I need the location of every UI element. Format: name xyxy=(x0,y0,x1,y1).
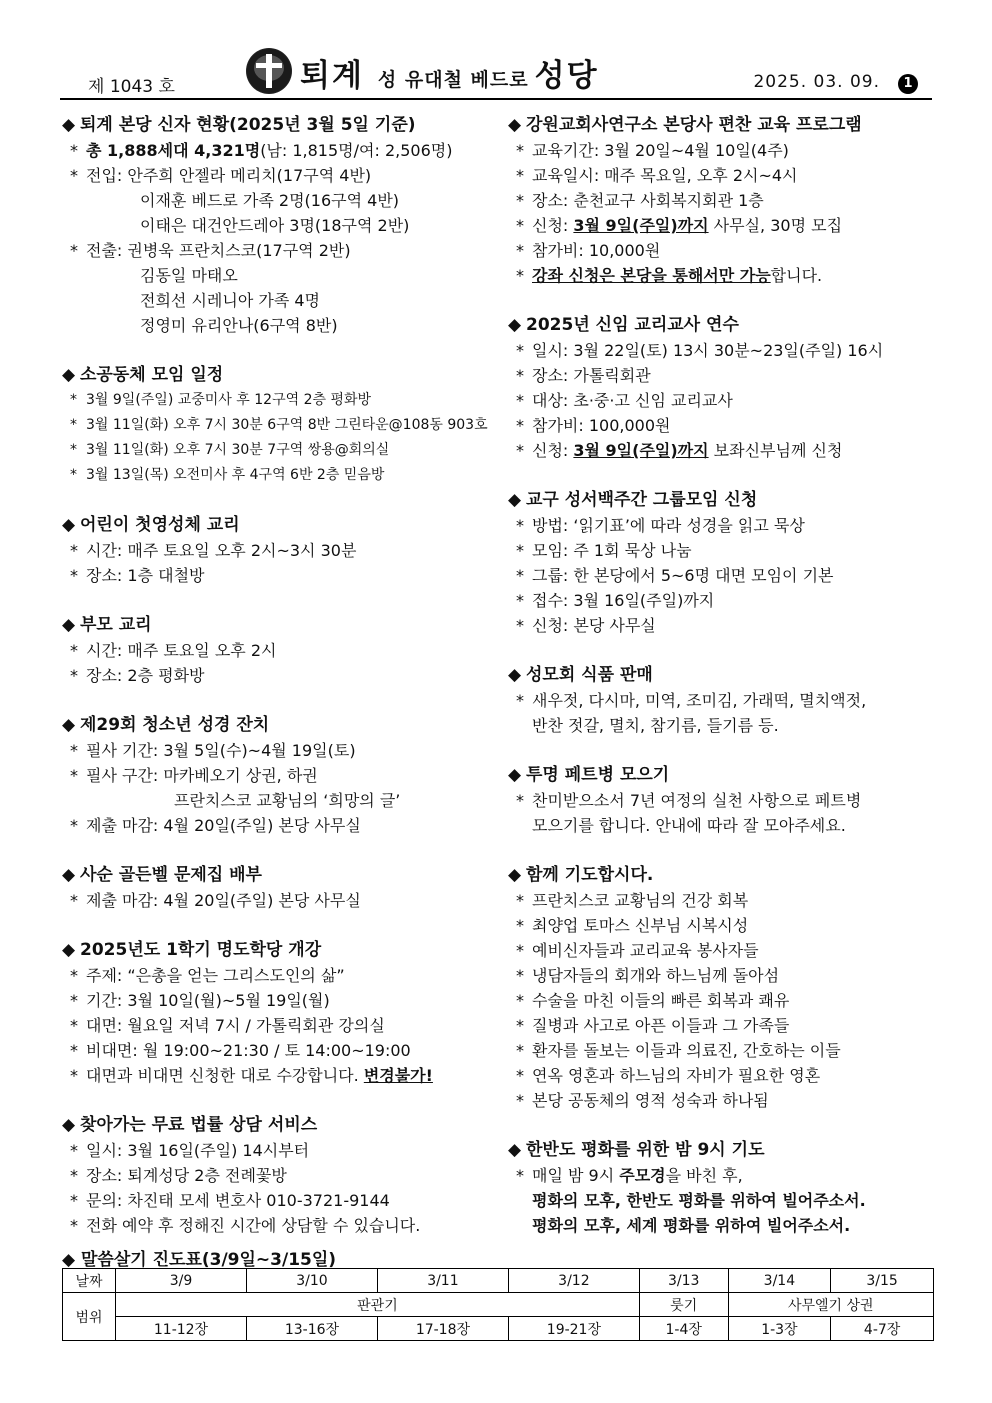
list-item: * 최양업 토마스 신부님 시복시성 xyxy=(508,913,948,938)
list-item: * 신청: 본당 사무실 xyxy=(508,613,948,638)
list-continuation: 김동일 마태오 xyxy=(140,266,238,285)
list-item: * 교육일시: 매주 목요일, 오후 2시~4시 xyxy=(508,163,948,188)
asterisk-icon: * xyxy=(70,1141,78,1160)
diamond-icon: ◆ xyxy=(62,715,76,735)
issue-number: 제 1043 호 xyxy=(88,77,175,97)
diamond-icon: ◆ xyxy=(508,665,522,685)
list-item: * 일시: 3월 22일(토) 13시 30분~23일(주일) 16시 xyxy=(508,338,948,363)
asterisk-icon: * xyxy=(70,1166,78,1185)
asterisk-icon: * xyxy=(70,1041,78,1060)
asterisk-icon: * xyxy=(70,1066,78,1085)
title-sub: 성 유대철 베드로 xyxy=(377,69,529,91)
date-cell: 3/12 xyxy=(508,1269,639,1293)
date-label-cell: 날짜 xyxy=(63,1269,116,1293)
list-item: * 일시: 3월 16일(주일) 14시부터 xyxy=(62,1138,502,1163)
diamond-icon: ◆ xyxy=(62,365,76,385)
section-title: ◆ 소공동체 모임 일정 xyxy=(62,363,502,388)
list-item: * 프란치스코 교황님의 건강 회복 xyxy=(508,888,948,913)
asterisk-icon: * xyxy=(70,666,78,685)
list-item: * 3월 11일(화) 오후 7시 30분 6구역 8반 그린타운@108동 903호 xyxy=(62,413,502,438)
list-item: * 주제: “은총을 얻는 그리스도인의 삶” xyxy=(62,963,502,988)
list-continuation: 프란치스코 교황님의 ‘희망의 글’ xyxy=(174,791,401,810)
list-item: * 대면과 비대면 신청한 대로 수강합니다. 변경불가! xyxy=(62,1063,502,1088)
asterisk-icon: * xyxy=(516,916,524,935)
list-item: * 매일 밤 9시 주모경을 바친 후, xyxy=(508,1163,948,1188)
list-continuation: 이태은 대건안드레아 3명(18구역 2반) xyxy=(140,216,410,235)
list-item: * 장소: 2층 평화방 xyxy=(62,663,502,688)
section-pet-bottles xyxy=(508,763,948,838)
diamond-icon: ◆ xyxy=(62,1250,81,1270)
list-item: * 냉담자들의 회개와 하느님께 돌아섬 xyxy=(508,963,948,988)
chapter-cell: 1-4장 xyxy=(639,1317,728,1341)
range-label-cell: 범위 xyxy=(63,1293,116,1341)
section-church-history xyxy=(508,113,948,288)
section-parent-catechism xyxy=(62,613,502,688)
asterisk-icon: * xyxy=(70,241,78,260)
list-item: * 새우젓, 다시마, 미역, 조미김, 가래떡, 멸치액젓, xyxy=(508,688,948,713)
section-legal-service xyxy=(62,1113,502,1238)
section-food-sale xyxy=(508,663,948,738)
prayer-line: 평화의 모후, 세계 평화를 위하여 빌어주소서. xyxy=(532,1216,851,1235)
asterisk-icon: * xyxy=(70,392,77,408)
diamond-icon: ◆ xyxy=(62,515,76,535)
list-item: * 전입: 안주희 안젤라 메리치(17구역 4반) xyxy=(62,163,502,188)
section-small-community xyxy=(62,363,502,488)
list-item: * 환자를 돌보는 이들과 의료진, 간호하는 이들 xyxy=(508,1038,948,1063)
church-logo-icon xyxy=(246,48,292,94)
schedule-title: ◆ 말씀살기 진도표(3/9일~3/15일) xyxy=(62,1250,337,1270)
chapter-cell: 11-12장 xyxy=(116,1317,247,1341)
list-item: * 대상: 초·중·고 신임 교리교사 xyxy=(508,388,948,413)
list-continuation: 모으기를 합니다. 안내에 따라 잘 모아주세요. xyxy=(532,816,846,835)
section-golden-bell xyxy=(62,863,502,913)
asterisk-icon: * xyxy=(70,1016,78,1035)
asterisk-icon: * xyxy=(70,566,78,585)
list-item: * 참가비: 10,000원 xyxy=(508,238,948,263)
asterisk-icon: * xyxy=(516,441,524,460)
asterisk-icon: * xyxy=(70,641,78,660)
list-item: * 3월 11일(화) 오후 7시 30분 7구역 쌍용@회의실 xyxy=(62,438,502,463)
asterisk-icon: * xyxy=(516,1066,524,1085)
diamond-icon: ◆ xyxy=(62,865,76,885)
list-item: * 3월 13일(목) 오전미사 후 4구역 6반 2층 믿음방 xyxy=(62,463,502,488)
asterisk-icon: * xyxy=(516,241,524,260)
asterisk-icon: * xyxy=(516,941,524,960)
date-cell: 3/13 xyxy=(639,1269,728,1293)
list-item: * 수술을 마친 이들의 빠른 회복과 쾌유 xyxy=(508,988,948,1013)
section-new-teachers xyxy=(508,313,948,463)
list-item: * 교육기간: 3월 20일~4월 10일(4주) xyxy=(508,138,948,163)
list-item: * 장소: 춘천교구 사회복지회관 1층 xyxy=(508,188,948,213)
title-end: 성당 xyxy=(534,58,599,94)
asterisk-icon: * xyxy=(516,991,524,1010)
section-parish-stats xyxy=(62,113,502,338)
list-item: * 시간: 매주 토요일 오후 2시~3시 30분 xyxy=(62,538,502,563)
reading-schedule-table xyxy=(62,1268,934,1341)
asterisk-icon: * xyxy=(516,791,524,810)
list-item: * 전출: 권병욱 프란치스코(17구역 2반) xyxy=(62,238,502,263)
section-title: ◆ 찾아가는 무료 법률 상담 서비스 xyxy=(62,1113,502,1138)
list-item: * 모임: 주 1회 묵상 나눔 xyxy=(508,538,948,563)
date-cell: 3/9 xyxy=(116,1269,247,1293)
list-continuation: 이재훈 베드로 가족 2명(16구역 4반) xyxy=(140,191,400,210)
section-prayers xyxy=(508,863,948,1113)
list-item: * 신청: 3월 9일(주일)까지 보좌신부님께 신청 xyxy=(508,438,948,463)
list-continuation: 전희선 시레니아 가족 4명 xyxy=(140,291,320,310)
prayer-line: 평화의 모후, 한반도 평화를 위하여 빌어주소서. xyxy=(532,1191,866,1210)
list-item: * 예비신자들과 교리교육 봉사자들 xyxy=(508,938,948,963)
list-item: * 필사 기간: 3월 5일(수)~4월 19일(토) xyxy=(62,738,502,763)
section-title: ◆ 2025년도 1학기 명도학당 개강 xyxy=(62,938,502,963)
list-item: * 비대면: 월 19:00~21:30 / 토 14:00~19:00 xyxy=(62,1038,502,1063)
section-myeongdo-school xyxy=(62,938,502,1088)
section-title: ◆ 강원교회사연구소 본당사 편찬 교육 프로그램 xyxy=(508,113,948,138)
diamond-icon: ◆ xyxy=(508,1140,522,1160)
section-title: ◆ 2025년 신임 교리교사 연수 xyxy=(508,313,948,338)
diamond-icon: ◆ xyxy=(508,490,522,510)
date-cell: 3/15 xyxy=(831,1269,934,1293)
right-column xyxy=(508,113,948,1263)
asterisk-icon: * xyxy=(70,891,78,910)
list-item: * 대면: 월요일 저녁 7시 / 가톨릭회관 강의실 xyxy=(62,1013,502,1038)
asterisk-icon: * xyxy=(516,1016,524,1035)
asterisk-icon: * xyxy=(516,691,524,710)
list-item: * 신청: 3월 9일(주일)까지 사무실, 30명 모집 xyxy=(508,213,948,238)
section-title: ◆ 교구 성서백주간 그룹모임 신청 xyxy=(508,488,948,513)
book-cell: 룻기 xyxy=(639,1293,728,1317)
section-title: ◆ 투명 페트병 모으기 xyxy=(508,763,948,788)
asterisk-icon: * xyxy=(516,966,524,985)
list-item: * 접수: 3월 16일(주일)까지 xyxy=(508,588,948,613)
list-item: * 3월 9일(주일) 교중미사 후 12구역 2층 평화방 xyxy=(62,388,502,413)
list-item: * 시간: 매주 토요일 오후 2시 xyxy=(62,638,502,663)
list-item: * 장소: 퇴계성당 2층 전례꽃방 xyxy=(62,1163,502,1188)
asterisk-icon: * xyxy=(516,1166,524,1185)
asterisk-icon: * xyxy=(516,516,524,535)
asterisk-icon: * xyxy=(516,366,524,385)
diamond-icon: ◆ xyxy=(62,115,76,135)
asterisk-icon: * xyxy=(70,816,78,835)
asterisk-icon: * xyxy=(70,467,77,483)
section-title: ◆ 제29회 청소년 성경 잔치 xyxy=(62,713,502,738)
list-continuation: 반찬 젓갈, 멸치, 참기름, 들기름 등. xyxy=(532,716,779,735)
list-item: * 찬미받으소서 7년 여정의 실천 사항으로 페트병 xyxy=(508,788,948,813)
asterisk-icon: * xyxy=(516,191,524,210)
table-row xyxy=(63,1317,934,1341)
asterisk-icon: * xyxy=(516,341,524,360)
asterisk-icon: * xyxy=(70,966,78,985)
asterisk-icon: * xyxy=(516,141,524,160)
left-column xyxy=(62,113,502,1263)
list-item: * 참가비: 100,000원 xyxy=(508,413,948,438)
asterisk-icon: * xyxy=(70,741,78,760)
section-bible-week xyxy=(508,488,948,638)
date-cell: 3/14 xyxy=(728,1269,831,1293)
list-item: * 제출 마감: 4월 20일(주일) 본당 사무실 xyxy=(62,813,502,838)
asterisk-icon: * xyxy=(516,591,524,610)
section-youth-bible xyxy=(62,713,502,838)
asterisk-icon: * xyxy=(70,766,78,785)
book-cell: 사무엘기 상권 xyxy=(728,1293,933,1317)
asterisk-icon: * xyxy=(516,541,524,560)
asterisk-icon: * xyxy=(516,566,524,585)
asterisk-icon: * xyxy=(516,891,524,910)
list-item: * 문의: 차진태 모세 변호사 010-3721-9144 xyxy=(62,1188,502,1213)
issue-date: 2025. 03. 09. xyxy=(753,72,880,92)
list-item: * 전화 예약 후 정해진 시간에 상담할 수 있습니다. xyxy=(62,1213,502,1238)
date-cell: 3/10 xyxy=(246,1269,377,1293)
list-item: * 총 1,888세대 4,321명(남: 1,815명/여: 2,506명) xyxy=(62,138,502,163)
asterisk-icon: * xyxy=(516,166,524,185)
diamond-icon: ◆ xyxy=(508,315,522,335)
title-main: 퇴계 xyxy=(300,58,364,94)
chapter-cell: 17-18장 xyxy=(377,1317,508,1341)
section-title: ◆ 성모회 식품 판매 xyxy=(508,663,948,688)
list-continuation: 정영미 유리안나(6구역 8반) xyxy=(140,316,338,335)
list-item: * 기간: 3월 10일(월)~5월 19일(월) xyxy=(62,988,502,1013)
diamond-icon: ◆ xyxy=(508,865,522,885)
section-title: ◆ 함께 기도합시다. xyxy=(508,863,948,888)
page-number-badge: 1 xyxy=(898,74,918,94)
table-row xyxy=(63,1293,934,1317)
asterisk-icon: * xyxy=(70,1191,78,1210)
chapter-cell: 13-16장 xyxy=(246,1317,377,1341)
list-item: * 필사 구간: 마카베오기 상권, 하권 xyxy=(62,763,502,788)
list-item: * 장소: 1층 대철방 xyxy=(62,563,502,588)
section-title: ◆ 퇴계 본당 신자 현황(2025년 3월 5일 기준) xyxy=(62,113,502,138)
asterisk-icon: * xyxy=(516,266,524,285)
section-peace-prayer xyxy=(508,1138,948,1238)
asterisk-icon: * xyxy=(516,416,524,435)
section-title: ◆ 부모 교리 xyxy=(62,613,502,638)
list-item: * 본당 공동체의 영적 성숙과 하나됨 xyxy=(508,1088,948,1113)
asterisk-icon: * xyxy=(70,1216,78,1235)
list-item: * 제출 마감: 4월 20일(주일) 본당 사무실 xyxy=(62,888,502,913)
header xyxy=(60,42,932,98)
asterisk-icon: * xyxy=(70,141,78,160)
asterisk-icon: * xyxy=(516,216,524,235)
list-item: * 연옥 영혼과 하느님의 자비가 필요한 영혼 xyxy=(508,1063,948,1088)
section-title: ◆ 어린이 첫영성체 교리 xyxy=(62,513,502,538)
asterisk-icon: * xyxy=(516,1091,524,1110)
bulletin-title xyxy=(300,50,599,95)
diamond-icon: ◆ xyxy=(508,765,522,785)
asterisk-icon: * xyxy=(70,442,77,458)
list-item: * 장소: 가톨릭회관 xyxy=(508,363,948,388)
section-title: ◆ 한반도 평화를 위한 밤 9시 기도 xyxy=(508,1138,948,1163)
date-cell: 3/11 xyxy=(377,1269,508,1293)
chapter-cell: 4-7장 xyxy=(831,1317,934,1341)
book-cell: 판관기 xyxy=(116,1293,640,1317)
diamond-icon: ◆ xyxy=(508,115,522,135)
asterisk-icon: * xyxy=(516,391,524,410)
table-row xyxy=(63,1269,934,1293)
asterisk-icon: * xyxy=(516,616,524,635)
diamond-icon: ◆ xyxy=(62,1115,76,1135)
section-first-communion xyxy=(62,513,502,588)
chapter-cell: 19-21장 xyxy=(508,1317,639,1341)
asterisk-icon: * xyxy=(70,166,78,185)
diamond-icon: ◆ xyxy=(62,940,76,960)
list-item: * 그룹: 한 본당에서 5~6명 대면 모임이 기본 xyxy=(508,563,948,588)
chapter-cell: 1-3장 xyxy=(728,1317,831,1341)
list-item: * 강좌 신청은 본당을 통해서만 가능합니다. xyxy=(508,263,948,288)
diamond-icon: ◆ xyxy=(62,615,76,635)
asterisk-icon: * xyxy=(516,1041,524,1060)
header-divider xyxy=(60,98,932,100)
section-title: ◆ 사순 골든벨 문제집 배부 xyxy=(62,863,502,888)
list-item: * 방법: ‘읽기표’에 따라 성경을 읽고 묵상 xyxy=(508,513,948,538)
list-item: * 질병과 사고로 아픈 이들과 그 가족들 xyxy=(508,1013,948,1038)
asterisk-icon: * xyxy=(70,417,77,433)
asterisk-icon: * xyxy=(70,541,78,560)
asterisk-icon: * xyxy=(70,991,78,1010)
